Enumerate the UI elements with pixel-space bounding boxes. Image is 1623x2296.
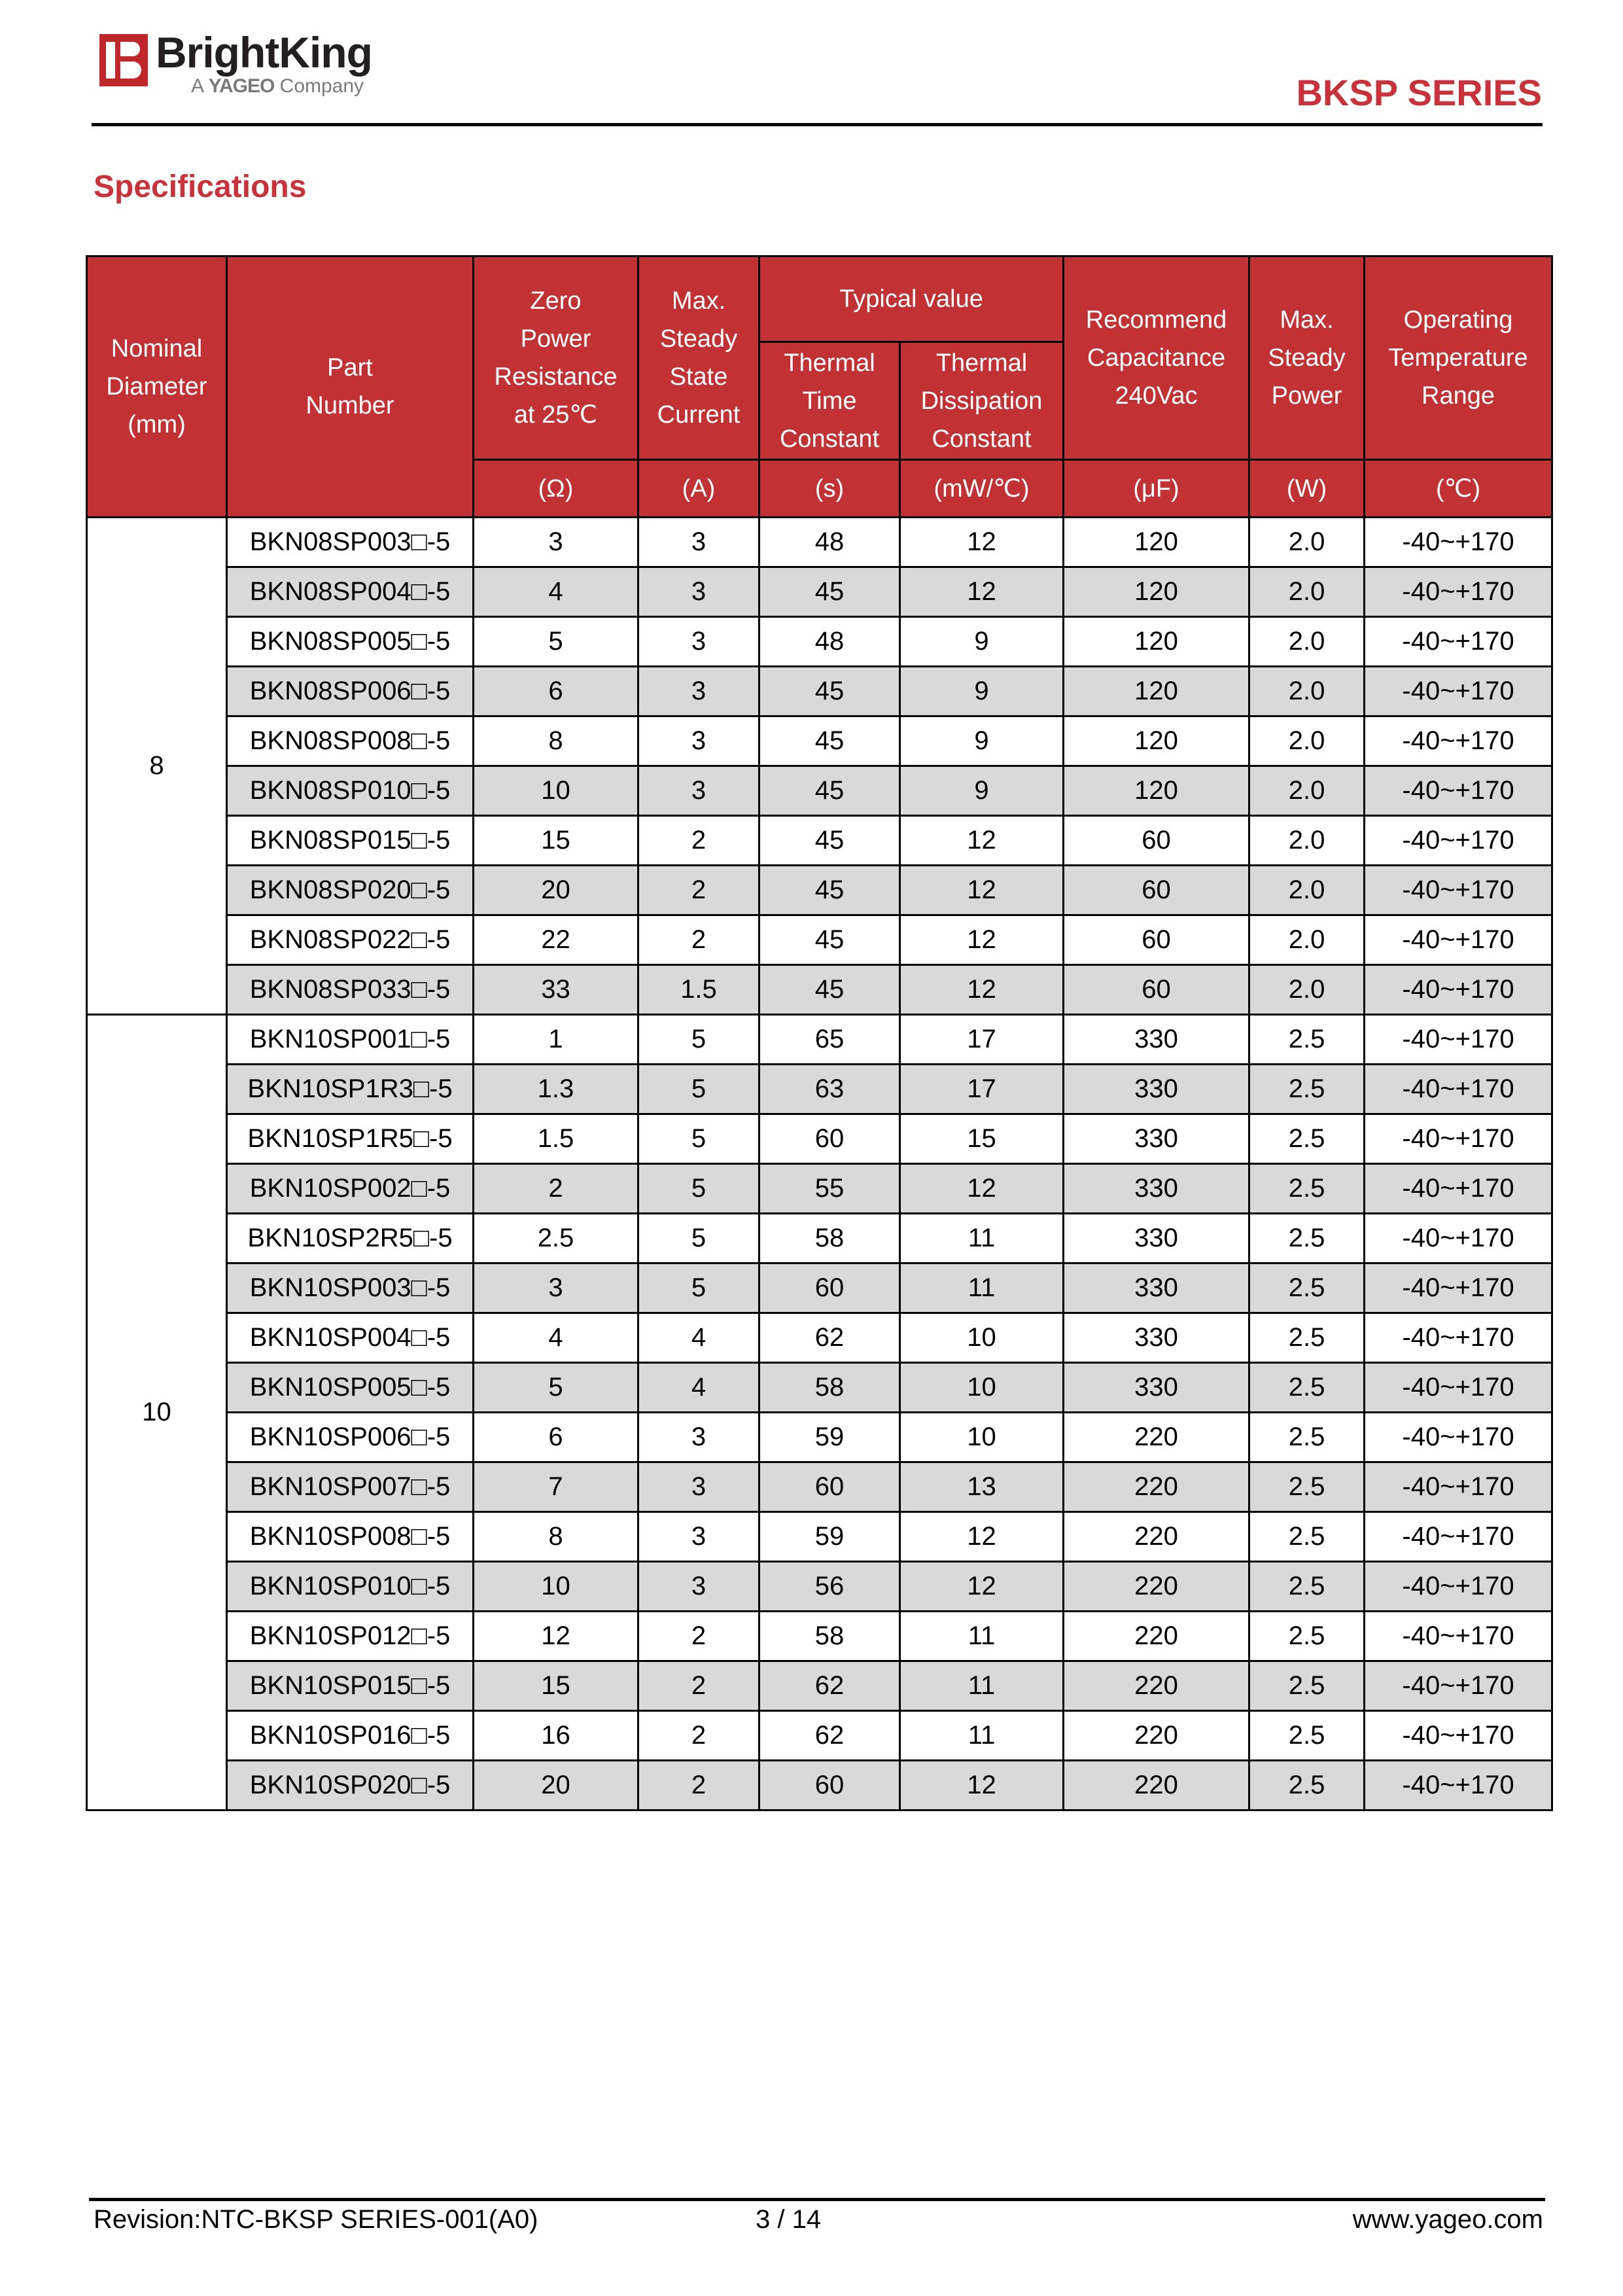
part-number-cell: BKN10SP020□-5 [227,1761,474,1810]
value-cell: 5 [638,1164,759,1214]
header-line: Current [657,401,741,429]
header-line: Operating [1403,306,1513,334]
unit-cell: (s) [759,460,900,518]
part-number-cell: BKN08SP003□-5 [227,518,474,567]
value-cell: 2 [638,816,759,866]
value-cell: 2.5 [1249,1015,1365,1065]
value-cell: 9 [900,617,1064,667]
footer-website-link[interactable]: www.yageo.com [1352,2205,1543,2234]
table-row [87,1313,1552,1363]
part-number-cell: BKN08SP020□-5 [227,866,474,915]
value-cell: 16 [474,1711,638,1761]
value-cell: 45 [759,866,900,915]
header-line: Part [327,354,373,381]
value-cell: 1.5 [638,965,759,1015]
value-cell: 220 [1064,1661,1249,1711]
series-title: BKSP SERIES [1296,72,1542,113]
value-cell: 12 [900,965,1064,1015]
value-cell: 62 [759,1711,900,1761]
value-cell: 11 [900,1711,1064,1761]
value-cell: -40~+170 [1365,965,1552,1015]
value-cell: 45 [759,667,900,716]
value-cell: 17 [900,1065,1064,1114]
value-cell: 2.5 [1249,1612,1365,1661]
value-cell: 5 [638,1214,759,1263]
nominal-diameter-cell: 10 [87,1015,227,1810]
part-number-cell: BKN10SP003□-5 [227,1263,474,1313]
table-row [87,866,1552,915]
value-cell: 330 [1064,1214,1249,1263]
header-line: Power [520,325,591,353]
unit-cell: (Ω) [474,460,638,518]
value-cell: 3 [638,1413,759,1462]
value-cell: 3 [638,567,759,617]
value-cell: 120 [1064,518,1249,567]
value-cell: 2.5 [1249,1214,1365,1263]
value-cell: 2.0 [1249,965,1365,1015]
value-cell: 2 [638,866,759,915]
value-cell: 4 [474,1313,638,1363]
value-cell: 9 [900,667,1064,716]
value-cell: 220 [1064,1612,1249,1661]
part-number-cell: BKN10SP008□-5 [227,1512,474,1562]
value-cell: 60 [759,1263,900,1313]
value-cell: -40~+170 [1365,816,1552,866]
value-cell: -40~+170 [1365,1313,1552,1363]
value-cell: 17 [900,1015,1064,1065]
value-cell: -40~+170 [1365,1711,1552,1761]
specifications-table [86,255,1553,1811]
value-cell: 120 [1064,617,1249,667]
value-cell: 62 [759,1313,900,1363]
value-cell: 5 [638,1015,759,1065]
value-cell: -40~+170 [1365,1363,1552,1413]
value-cell: 4 [638,1313,759,1363]
header-line: Zero [530,287,582,315]
value-cell: 3 [638,1562,759,1612]
value-cell: 15 [900,1114,1064,1164]
value-cell: 3 [638,617,759,667]
value-cell: 12 [900,518,1064,567]
value-cell: 12 [474,1612,638,1661]
value-cell: 33 [474,965,638,1015]
table-row [87,617,1552,667]
value-cell: -40~+170 [1365,1462,1552,1512]
table-row [87,1711,1552,1761]
value-cell: 60 [1064,915,1249,965]
value-cell: 220 [1064,1512,1249,1562]
value-cell: 2.0 [1249,617,1365,667]
table-row [87,1562,1552,1612]
value-cell: 2.0 [1249,766,1365,816]
value-cell: 6 [474,1413,638,1462]
value-cell: 330 [1064,1363,1249,1413]
value-cell: 60 [1064,816,1249,866]
value-cell: 2.5 [1249,1562,1365,1612]
value-cell: 4 [638,1363,759,1413]
value-cell: 2 [638,1661,759,1711]
part-number-cell: BKN10SP001□-5 [227,1015,474,1065]
header-line: Resistance [494,363,618,391]
header-thermal-dissipation-constant [900,342,1064,460]
value-cell: -40~+170 [1365,766,1552,816]
value-cell: 2 [638,915,759,965]
header-recommend-capacitance [1064,256,1249,460]
value-cell: 48 [759,518,900,567]
part-number-cell: BKN10SP006□-5 [227,1413,474,1462]
header-line: Steady [659,325,738,353]
value-cell: 15 [474,816,638,866]
value-cell: 220 [1064,1711,1249,1761]
value-cell: -40~+170 [1365,716,1552,766]
value-cell: 2.5 [1249,1114,1365,1164]
value-cell: 3 [638,518,759,567]
part-number-cell: BKN08SP004□-5 [227,567,474,617]
value-cell: 45 [759,567,900,617]
value-cell: 60 [759,1114,900,1164]
header-line: (mm) [128,411,186,438]
header-line: Max. [671,287,726,315]
value-cell: 2.0 [1249,866,1365,915]
value-cell: 2.5 [1249,1661,1365,1711]
value-cell: -40~+170 [1365,1413,1552,1462]
nominal-diameter-cell: 8 [87,518,227,1015]
value-cell: 120 [1064,716,1249,766]
part-number-cell: BKN10SP005□-5 [227,1363,474,1413]
value-cell: 45 [759,816,900,866]
value-cell: 10 [900,1313,1064,1363]
unit-cell: (A) [638,460,759,518]
table-row [87,1462,1552,1512]
value-cell: 220 [1064,1413,1249,1462]
unit-cell: (W) [1249,460,1365,518]
value-cell: 2 [474,1164,638,1214]
value-cell: 20 [474,866,638,915]
header-max-steady-power [1249,256,1365,460]
table-row [87,716,1552,766]
value-cell: 10 [900,1413,1064,1462]
part-number-cell: BKN10SP007□-5 [227,1462,474,1512]
header-line: Diameter [106,373,207,400]
unit-cell: (℃) [1365,460,1552,518]
value-cell: 2 [638,1761,759,1810]
table-row [87,1114,1552,1164]
value-cell: 330 [1064,1114,1249,1164]
value-cell: 55 [759,1164,900,1214]
value-cell: 330 [1064,1263,1249,1313]
value-cell: 3 [638,766,759,816]
value-cell: 13 [900,1462,1064,1512]
value-cell: -40~+170 [1365,1512,1552,1562]
part-number-cell: BKN08SP033□-5 [227,965,474,1015]
value-cell: -40~+170 [1365,1164,1552,1214]
value-cell: 6 [474,667,638,716]
value-cell: 2.0 [1249,667,1365,716]
footer-page-number: 3 / 14 [756,2205,822,2234]
value-cell: 3 [474,518,638,567]
unit-cell: (mW/℃) [900,460,1064,518]
value-cell: 59 [759,1512,900,1562]
table-row [87,567,1552,617]
part-number-cell: BKN08SP010□-5 [227,766,474,816]
section-title: Specifications [94,169,307,204]
value-cell: 11 [900,1214,1064,1263]
value-cell: 2.5 [1249,1761,1365,1810]
value-cell: 58 [759,1214,900,1263]
value-cell: 2.5 [1249,1313,1365,1363]
value-cell: 2 [638,1612,759,1661]
table-row [87,1214,1552,1263]
value-cell: 3 [638,667,759,716]
value-cell: 58 [759,1363,900,1413]
part-number-cell: BKN10SP016□-5 [227,1711,474,1761]
value-cell: 60 [1064,866,1249,915]
part-number-cell: BKN08SP022□-5 [227,915,474,965]
value-cell: 2.5 [1249,1512,1365,1562]
value-cell: 1.5 [474,1114,638,1164]
part-number-cell: BKN10SP2R5□-5 [227,1214,474,1263]
header-typical-value: Typical value [759,256,1064,342]
value-cell: 2 [638,1711,759,1761]
value-cell: 3 [638,716,759,766]
header-line: Constant [779,425,880,453]
header-part-number [227,256,474,518]
table-row [87,667,1552,716]
value-cell: 2.5 [1249,1164,1365,1214]
header-line: at 25℃ [514,401,598,429]
table-row [87,1512,1552,1562]
table-row [87,1015,1552,1065]
value-cell: 59 [759,1413,900,1462]
part-number-cell: BKN10SP1R5□-5 [227,1114,474,1164]
header-max-steady-state-current [638,256,759,460]
value-cell: 56 [759,1562,900,1612]
header-line: Number [305,392,394,419]
header-line: Recommend [1085,306,1227,334]
table-row [87,816,1552,866]
value-cell: 5 [638,1065,759,1114]
table-row [87,1761,1552,1810]
value-cell: 65 [759,1015,900,1065]
value-cell: -40~+170 [1365,1015,1552,1065]
value-cell: 2.0 [1249,915,1365,965]
value-cell: -40~+170 [1365,567,1552,617]
value-cell: 2.5 [1249,1462,1365,1512]
brightking-b-icon [99,34,148,86]
table-row [87,965,1552,1015]
value-cell: 10 [900,1363,1064,1413]
header-line: Thermal [784,349,875,377]
header-zero-power-resistance [474,256,638,460]
table-row [87,518,1552,567]
part-number-cell: BKN08SP015□-5 [227,816,474,866]
value-cell: -40~+170 [1365,1661,1552,1711]
value-cell: 58 [759,1612,900,1661]
brightking-logo [99,26,400,98]
header-nominal-diameter [87,256,227,518]
value-cell: 120 [1064,766,1249,816]
value-cell: 12 [900,1512,1064,1562]
value-cell: 8 [474,1512,638,1562]
table-row [87,1612,1552,1661]
value-cell: 12 [900,866,1064,915]
unit-cell: (μF) [1064,460,1249,518]
part-number-cell: BKN08SP008□-5 [227,716,474,766]
value-cell: 8 [474,716,638,766]
table-row [87,1065,1552,1114]
value-cell: -40~+170 [1365,617,1552,667]
value-cell: 5 [474,1363,638,1413]
header-line: 240Vac [1115,382,1198,410]
value-cell: 2.0 [1249,716,1365,766]
value-cell: 330 [1064,1015,1249,1065]
header-line: Range [1422,382,1495,410]
table-row [87,766,1552,816]
value-cell: 48 [759,617,900,667]
header-line: Power [1271,382,1342,410]
footer-divider [89,2198,1545,2201]
value-cell: -40~+170 [1365,1114,1552,1164]
value-cell: 4 [474,567,638,617]
value-cell: 45 [759,766,900,816]
value-cell: 12 [900,1164,1064,1214]
table-row [87,1263,1552,1313]
value-cell: 22 [474,915,638,965]
value-cell: 2.0 [1249,816,1365,866]
header-line: State [669,363,728,391]
value-cell: 2.0 [1249,567,1365,617]
value-cell: 2.5 [1249,1413,1365,1462]
table-row [87,1164,1552,1214]
value-cell: 3 [474,1263,638,1313]
value-cell: -40~+170 [1365,1263,1552,1313]
header-line: Thermal [935,349,1028,377]
value-cell: 3 [638,1512,759,1562]
footer-revision: Revision:NTC-BKSP SERIES-001(A0) [94,2205,538,2234]
value-cell: 330 [1064,1065,1249,1114]
header-line: Steady [1268,344,1346,372]
value-cell: 45 [759,965,900,1015]
logo-brand-name: BrightKing [156,28,372,77]
value-cell: 15 [474,1661,638,1711]
value-cell: 5 [638,1114,759,1164]
table-row [87,1413,1552,1462]
header-line: Time [802,387,857,415]
value-cell: 12 [900,1761,1064,1810]
value-cell: 2.5 [1249,1263,1365,1313]
value-cell: 2.5 [1249,1711,1365,1761]
value-cell: 330 [1064,1313,1249,1363]
header-line: Capacitance [1087,344,1226,372]
value-cell: 7 [474,1462,638,1512]
value-cell: 20 [474,1761,638,1810]
part-number-cell: BKN10SP015□-5 [227,1661,474,1711]
header-line: Dissipation [920,387,1043,415]
value-cell: 120 [1064,567,1249,617]
value-cell: 2.5 [1249,1065,1365,1114]
value-cell: 1.3 [474,1065,638,1114]
part-number-cell: BKN10SP010□-5 [227,1562,474,1612]
value-cell: 5 [474,617,638,667]
header-thermal-time-constant [759,342,900,460]
header-divider [92,123,1543,126]
value-cell: -40~+170 [1365,667,1552,716]
value-cell: 2.0 [1249,518,1365,567]
value-cell: 1 [474,1015,638,1065]
part-number-cell: BKN10SP1R3□-5 [227,1065,474,1114]
part-number-cell: BKN08SP006□-5 [227,667,474,716]
table-row [87,1363,1552,1413]
value-cell: -40~+170 [1365,1612,1552,1661]
value-cell: 11 [900,1612,1064,1661]
header-line: Constant [932,425,1032,453]
value-cell: 220 [1064,1761,1249,1810]
value-cell: -40~+170 [1365,1214,1552,1263]
value-cell: -40~+170 [1365,1761,1552,1810]
value-cell: 5 [638,1263,759,1313]
value-cell: 45 [759,915,900,965]
header-line: Temperature [1388,344,1528,372]
value-cell: 220 [1064,1562,1249,1612]
value-cell: 10 [474,766,638,816]
value-cell: 11 [900,1661,1064,1711]
part-number-cell: BKN08SP005□-5 [227,617,474,667]
part-number-cell: BKN10SP004□-5 [227,1313,474,1363]
value-cell: 45 [759,716,900,766]
table-row [87,915,1552,965]
value-cell: 2.5 [474,1214,638,1263]
value-cell: 2.5 [1249,1363,1365,1413]
logo-tagline: A YAGEO Company [191,75,364,97]
value-cell: 12 [900,816,1064,866]
value-cell: 330 [1064,1164,1249,1214]
header-line: Max. [1280,306,1334,334]
value-cell: 60 [1064,965,1249,1015]
value-cell: 9 [900,716,1064,766]
part-number-cell: BKN10SP002□-5 [227,1164,474,1214]
value-cell: 12 [900,567,1064,617]
value-cell: 63 [759,1065,900,1114]
value-cell: 10 [474,1562,638,1612]
value-cell: 60 [759,1462,900,1512]
value-cell: 12 [900,915,1064,965]
value-cell: 60 [759,1761,900,1810]
value-cell: 3 [638,1462,759,1512]
value-cell: -40~+170 [1365,915,1552,965]
value-cell: -40~+170 [1365,866,1552,915]
value-cell: -40~+170 [1365,1562,1552,1612]
header-operating-temperature-range [1365,256,1552,460]
value-cell: 62 [759,1661,900,1711]
value-cell: -40~+170 [1365,1065,1552,1114]
value-cell: 220 [1064,1462,1249,1512]
header-line: Nominal [111,335,203,362]
part-number-cell: BKN10SP012□-5 [227,1612,474,1661]
table-row [87,1661,1552,1711]
value-cell: 12 [900,1562,1064,1612]
value-cell: 9 [900,766,1064,816]
table-body [87,518,1552,1810]
value-cell: 11 [900,1263,1064,1313]
value-cell: 120 [1064,667,1249,716]
value-cell: -40~+170 [1365,518,1552,567]
